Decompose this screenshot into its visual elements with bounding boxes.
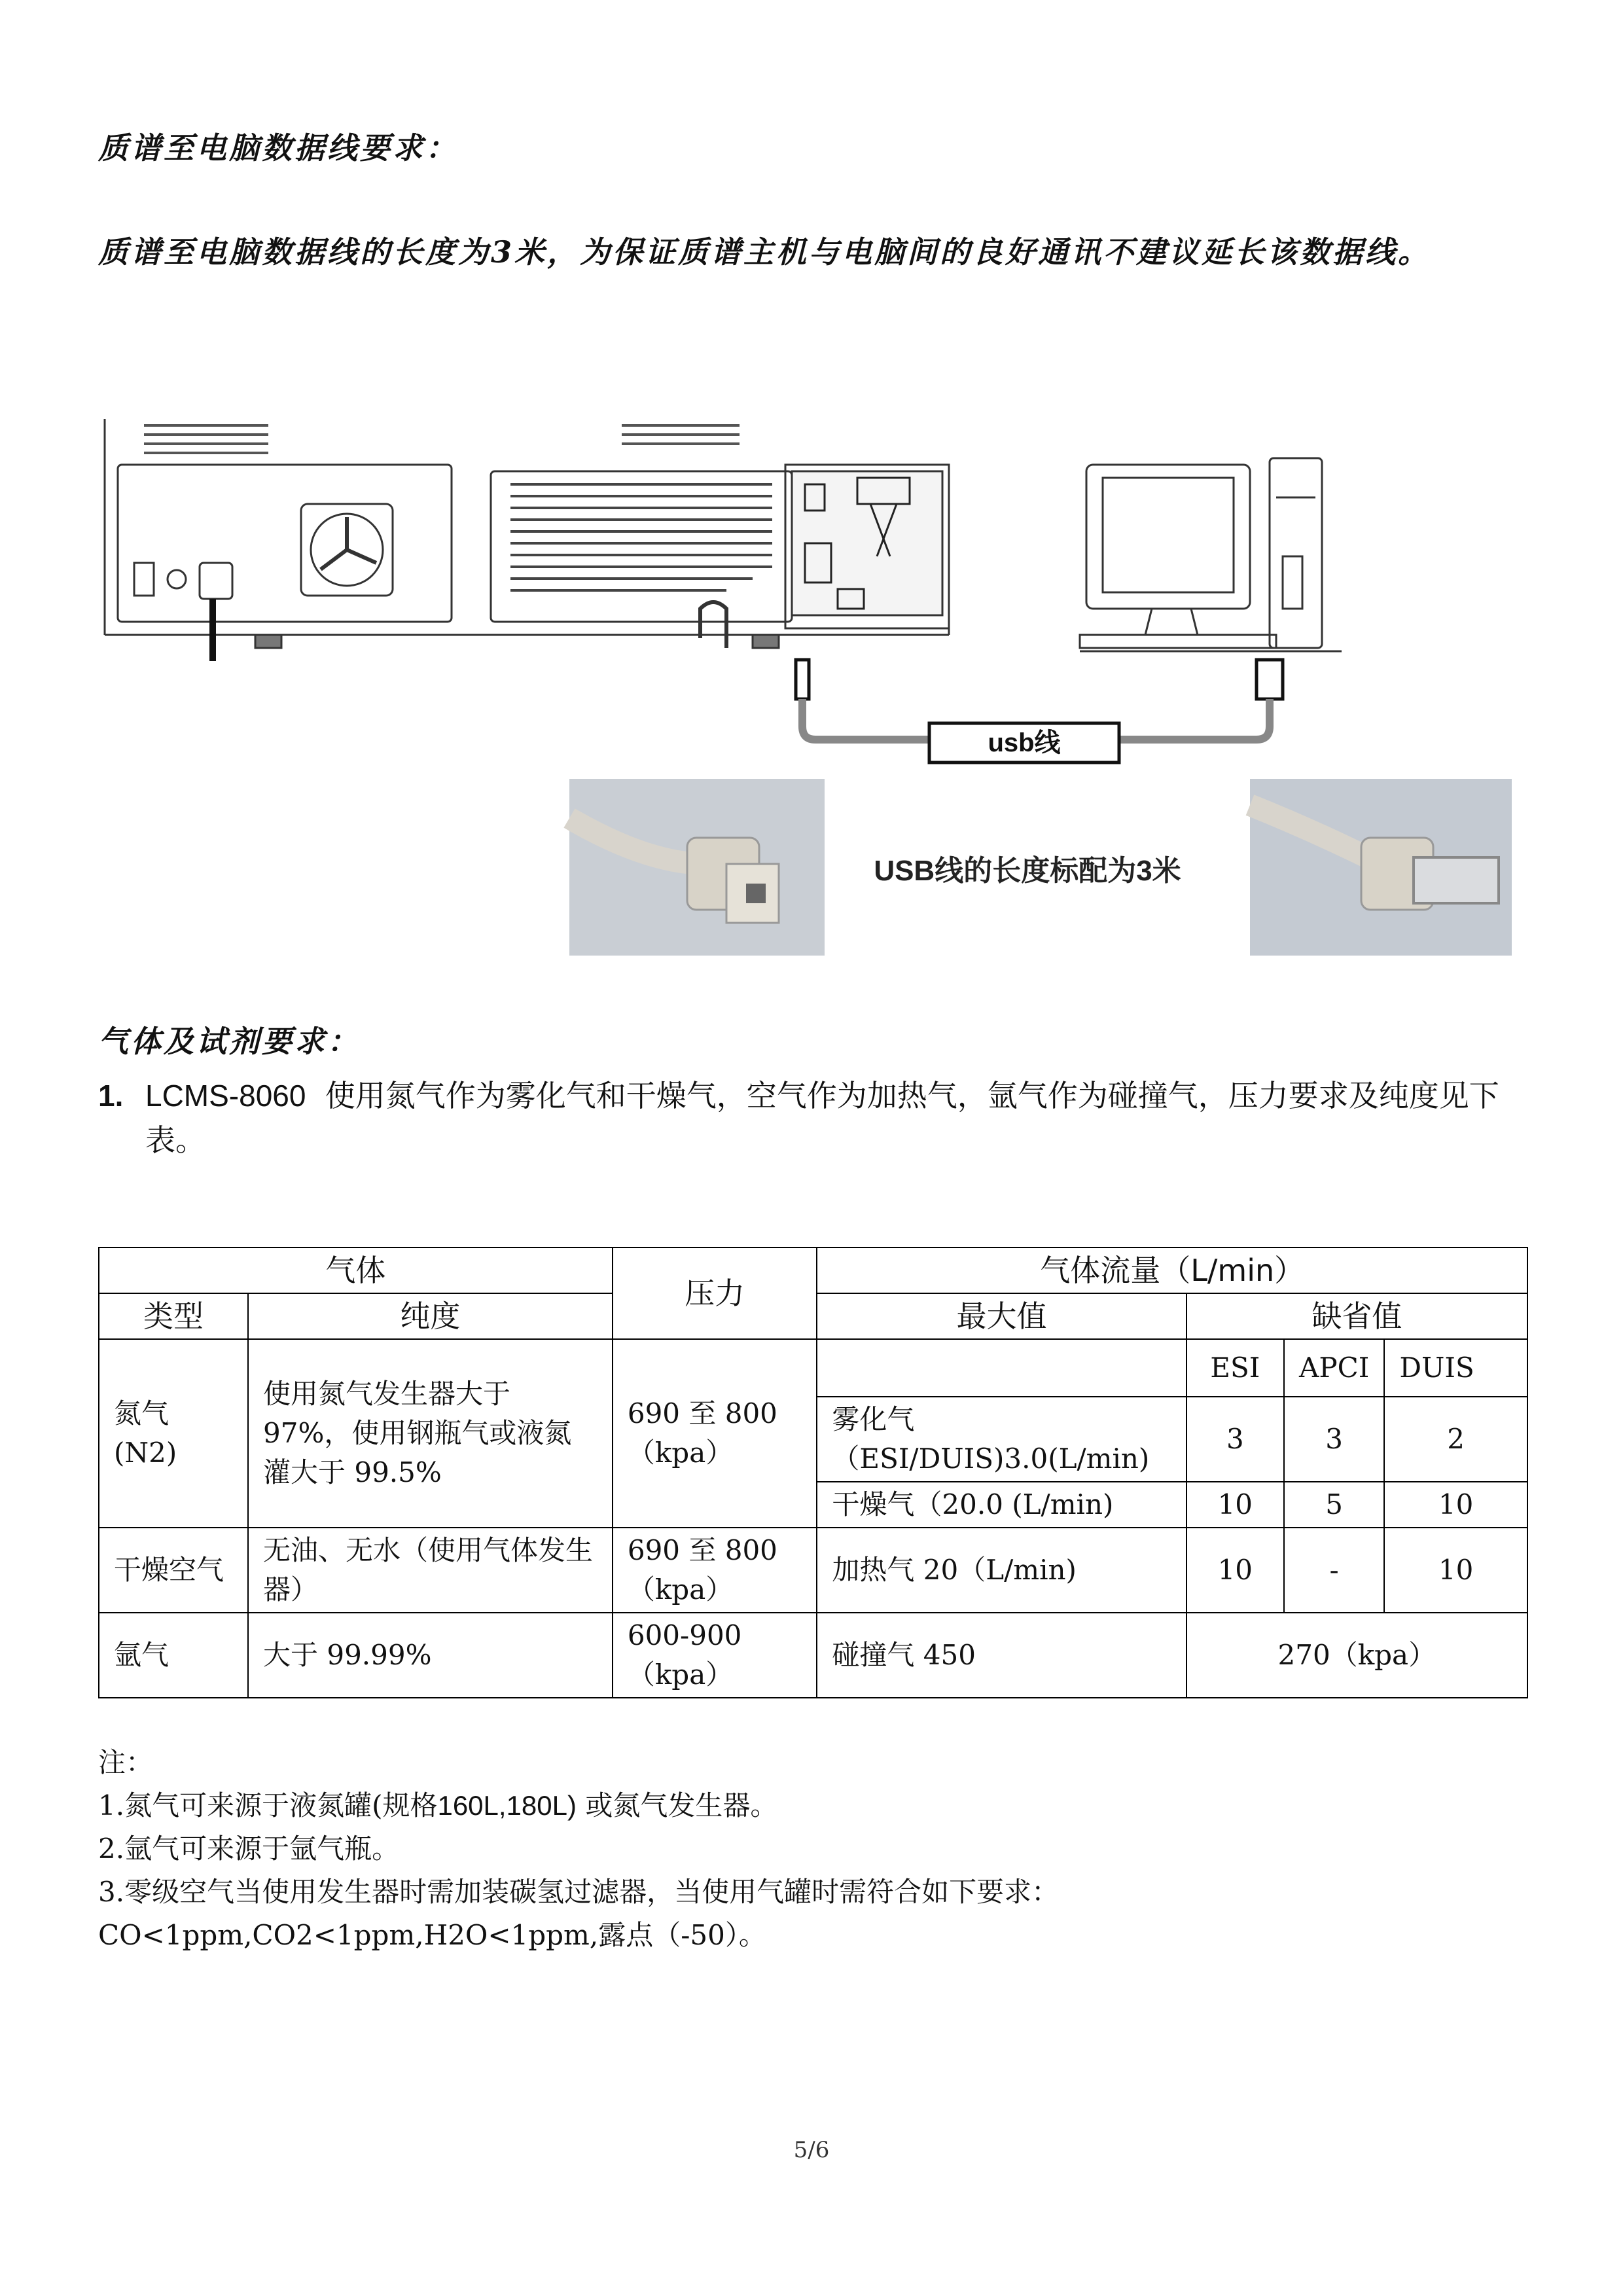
collision-gas-max: 碰撞气 450 bbox=[817, 1613, 1186, 1698]
header-type: 类型 bbox=[99, 1293, 248, 1339]
note-2: 2.氩气可来源于氩气瓶。 bbox=[98, 1833, 400, 1865]
table-header-row bbox=[99, 1247, 1527, 1293]
heating-esi: 10 bbox=[1186, 1528, 1284, 1613]
section-heading-data-cable: 质谱至电脑数据线要求： bbox=[98, 130, 458, 166]
table-row bbox=[99, 1339, 1527, 1397]
nebulizer-apci: 3 bbox=[1284, 1397, 1384, 1482]
dry-air-pressure: 690 至 800（kpa） bbox=[613, 1528, 817, 1613]
dry-air-type: 干燥空气 bbox=[99, 1528, 248, 1613]
table-row bbox=[99, 1528, 1527, 1613]
heating-gas-max: 加热气 20（L/min) bbox=[817, 1528, 1186, 1613]
notes-block bbox=[98, 1741, 1525, 1957]
note-4: CO<1ppm,CO2<1ppm,H2O<1ppm,露点（-50）。 bbox=[98, 1919, 766, 1951]
data-cable-paragraph: 质谱至电脑数据线的长度为3米，为保证质谱主机与电脑间的良好通讯不建议延长该数据线。 bbox=[98, 234, 1431, 270]
notes-title: 注： bbox=[98, 1746, 154, 1778]
nitrogen-type: 氮气 (N2) bbox=[99, 1339, 248, 1528]
instrument-model: LCMS-8060 bbox=[145, 1079, 306, 1113]
header-purity: 纯度 bbox=[248, 1293, 613, 1339]
argon-purity: 大于 99.99% bbox=[248, 1613, 613, 1698]
mass-spectrometer-illustration bbox=[105, 419, 949, 661]
header-max: 最大值 bbox=[817, 1293, 1186, 1339]
heating-duis: 10 bbox=[1384, 1528, 1527, 1613]
usb-cable-diagram bbox=[796, 660, 1283, 762]
collision-gas-default: 270（kpa） bbox=[1186, 1613, 1527, 1698]
drying-gas-max: 干燥气（20.0 (L/min) bbox=[817, 1482, 1186, 1528]
header-gas: 气体 bbox=[99, 1247, 613, 1293]
item-text: 使用氮气作为雾化气和干燥气，空气作为加热气，氩气作为碰撞气，压力要求及纯度见下表。 bbox=[145, 1078, 1499, 1158]
drying-apci: 5 bbox=[1284, 1482, 1384, 1528]
nebulizer-gas-max: 雾化气（ESI/DUIS)3.0(L/min) bbox=[817, 1397, 1186, 1482]
heating-apci: - bbox=[1284, 1528, 1384, 1613]
cable-label: usb线 bbox=[988, 728, 1061, 757]
note-1: 1.氮气可来源于液氮罐(规格160L,180L) 或氮气发生器。 bbox=[98, 1789, 778, 1821]
gas-requirement-item bbox=[98, 1073, 1525, 1162]
argon-type: 氩气 bbox=[99, 1613, 248, 1698]
table-row bbox=[99, 1613, 1527, 1698]
nebulizer-esi: 3 bbox=[1186, 1397, 1284, 1482]
page-number: 5/6 bbox=[793, 2137, 830, 2163]
header-flow: 气体流量（L/min） bbox=[817, 1247, 1527, 1293]
col-duis: DUIS bbox=[1384, 1339, 1527, 1397]
section-heading-gas: 气体及试剂要求： bbox=[98, 1024, 360, 1059]
nitrogen-pressure: 690 至 800（kpa） bbox=[613, 1339, 817, 1528]
col-apci: APCI bbox=[1284, 1339, 1384, 1397]
header-pressure: 压力 bbox=[613, 1247, 817, 1339]
nitrogen-purity: 使用氮气发生器大于97%，使用钢瓶气或液氮灌大于 99.5% bbox=[248, 1339, 613, 1528]
col-esi: ESI bbox=[1186, 1339, 1284, 1397]
drying-duis: 10 bbox=[1384, 1482, 1527, 1528]
argon-pressure: 600-900（kpa） bbox=[613, 1613, 817, 1698]
drying-esi: 10 bbox=[1186, 1482, 1284, 1528]
usb-a-cable-photo bbox=[1250, 779, 1512, 956]
note-3: 3.零级空气当使用发生器时需加装碳氢过滤器，当使用气罐时需符合如下要求： bbox=[98, 1876, 1060, 1908]
nebulizer-duis: 2 bbox=[1384, 1397, 1527, 1482]
usb-b-cable-photo bbox=[569, 779, 825, 956]
dry-air-purity: 无油、无水（使用气体发生器） bbox=[248, 1528, 613, 1613]
computer-illustration bbox=[1080, 458, 1342, 651]
figure-caption: USB线的长度标配为3米 bbox=[874, 855, 1181, 887]
gas-requirements-table bbox=[98, 1247, 1528, 1698]
header-default: 缺省值 bbox=[1186, 1293, 1527, 1339]
blank-cell bbox=[817, 1339, 1186, 1397]
usb-connection-figure bbox=[98, 412, 1525, 962]
item-number: 1. bbox=[98, 1079, 124, 1113]
